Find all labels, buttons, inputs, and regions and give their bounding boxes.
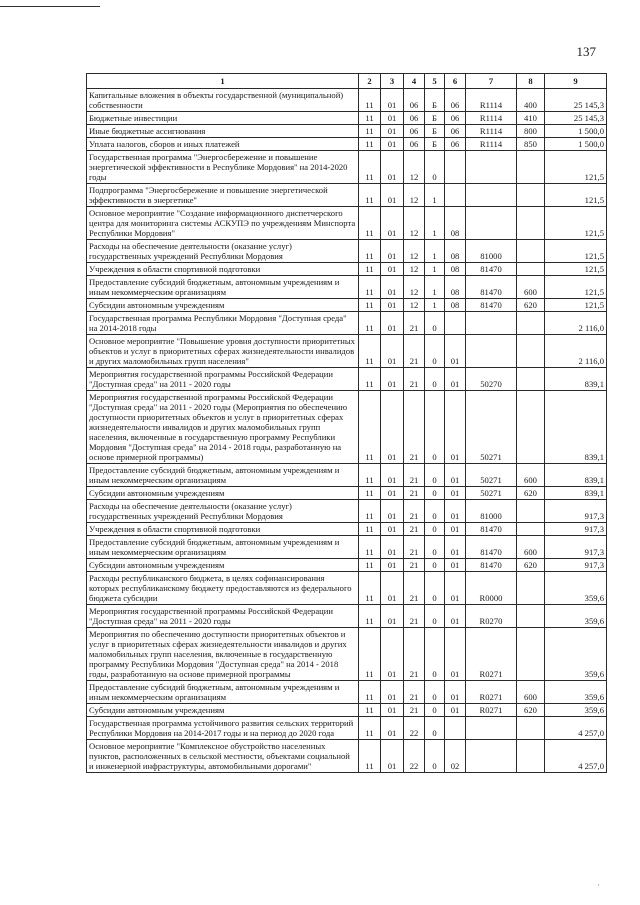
row-description: Мероприятия государственной программы Российской Федерации "Доступная среда" на 2011 - 2020 годы xyxy=(87,605,359,628)
code-col-8 xyxy=(517,368,545,391)
code-col-5: 0 xyxy=(425,151,445,184)
code-col-4: 21 xyxy=(404,500,425,523)
code-col-6: 08 xyxy=(445,299,466,312)
code-col-4: 21 xyxy=(404,368,425,391)
row-description: Подпрограмма "Энергосбережение и повышение энергетической эффективности в энергетике" xyxy=(87,184,359,207)
table-row xyxy=(87,628,607,681)
row-amount: 359,6 xyxy=(545,572,607,605)
code-col-6 xyxy=(445,184,466,207)
code-col-5: Б xyxy=(425,125,445,138)
table-row xyxy=(87,112,607,125)
code-col-7: 50271 xyxy=(466,464,517,487)
table-row xyxy=(87,368,607,391)
code-col-5: 1 xyxy=(425,184,445,207)
code-col-6: 01 xyxy=(445,681,466,704)
code-col-4: 21 xyxy=(404,523,425,536)
row-description: Основное мероприятие "Комплексное обустройство населенных пунктов, расположенных в сельской местности, объектами социальной и инженерной инфраструктуры, автомобильными дорогами" xyxy=(87,740,359,773)
code-col-7: 50271 xyxy=(466,391,517,464)
table-row xyxy=(87,207,607,240)
code-col-8 xyxy=(517,207,545,240)
code-col-5: 0 xyxy=(425,681,445,704)
table-row xyxy=(87,151,607,184)
table-row xyxy=(87,500,607,523)
column-header: 5 xyxy=(425,74,445,89)
code-col-8: 620 xyxy=(517,487,545,500)
row-description: Государственная программа устойчивого развития сельских территорий Республики Мордовия на 2014-2017 годы и на период до 2020 года xyxy=(87,717,359,740)
row-amount: 839,1 xyxy=(545,368,607,391)
row-amount: 121,5 xyxy=(545,184,607,207)
code-col-4: 21 xyxy=(404,536,425,559)
code-col-6: 01 xyxy=(445,628,466,681)
code-col-6: 08 xyxy=(445,263,466,276)
code-col-3: 01 xyxy=(381,704,404,717)
code-col-7 xyxy=(466,335,517,368)
row-description: Субсидии автономным учреждениям xyxy=(87,487,359,500)
code-col-2: 11 xyxy=(359,335,381,368)
code-col-2: 11 xyxy=(359,125,381,138)
column-header: 9 xyxy=(545,74,607,89)
code-col-3: 01 xyxy=(381,335,404,368)
code-col-8 xyxy=(517,391,545,464)
code-col-4: 12 xyxy=(404,240,425,263)
code-col-2: 11 xyxy=(359,368,381,391)
code-col-4: 21 xyxy=(404,391,425,464)
code-col-2: 11 xyxy=(359,559,381,572)
table-row xyxy=(87,559,607,572)
code-col-8 xyxy=(517,312,545,335)
code-col-7: 50271 xyxy=(466,487,517,500)
code-col-7 xyxy=(466,740,517,773)
code-col-5: 0 xyxy=(425,740,445,773)
row-description: Предоставление субсидий бюджетным, автономным учреждениям и иным некоммерческим организациям xyxy=(87,536,359,559)
column-header: 2 xyxy=(359,74,381,89)
row-amount: 359,6 xyxy=(545,605,607,628)
code-col-5: Б xyxy=(425,112,445,125)
code-col-7 xyxy=(466,312,517,335)
table-row xyxy=(87,184,607,207)
code-col-7: 81470 xyxy=(466,536,517,559)
code-col-2: 11 xyxy=(359,276,381,299)
code-col-2: 11 xyxy=(359,299,381,312)
code-col-7: 81000 xyxy=(466,240,517,263)
code-col-4: 12 xyxy=(404,263,425,276)
row-amount: 917,3 xyxy=(545,536,607,559)
code-col-5: Б xyxy=(425,89,445,112)
row-amount: 121,5 xyxy=(545,299,607,312)
column-header: 8 xyxy=(517,74,545,89)
code-col-2: 11 xyxy=(359,464,381,487)
page-number: 137 xyxy=(576,44,596,59)
table-row xyxy=(87,263,607,276)
code-col-4: 21 xyxy=(404,464,425,487)
code-col-4: 21 xyxy=(404,335,425,368)
table-row xyxy=(87,125,607,138)
code-col-6 xyxy=(445,717,466,740)
row-description: Предоставление субсидий бюджетным, автономным учреждениям и иным некоммерческим организациям xyxy=(87,681,359,704)
code-col-6: 08 xyxy=(445,240,466,263)
row-description: Основное мероприятие "Повышение уровня доступности приоритетных объектов и услуг в приоритетных сферах жизнедеятельности инвалидов и других маломобильных групп населения" xyxy=(87,335,359,368)
table-row xyxy=(87,391,607,464)
code-col-4: 06 xyxy=(404,112,425,125)
code-col-8: 410 xyxy=(517,112,545,125)
code-col-8 xyxy=(517,240,545,263)
code-col-8 xyxy=(517,500,545,523)
code-col-3: 01 xyxy=(381,207,404,240)
row-amount: 917,3 xyxy=(545,500,607,523)
row-amount: 121,5 xyxy=(545,276,607,299)
code-col-5: 1 xyxy=(425,276,445,299)
code-col-4: 12 xyxy=(404,184,425,207)
table-row xyxy=(87,299,607,312)
row-description: Учреждения в области спортивной подготовки xyxy=(87,523,359,536)
code-col-5: 0 xyxy=(425,605,445,628)
code-col-6: 08 xyxy=(445,207,466,240)
table-row xyxy=(87,312,607,335)
code-col-8: 600 xyxy=(517,681,545,704)
code-col-2: 11 xyxy=(359,704,381,717)
code-col-6: 01 xyxy=(445,487,466,500)
code-col-7 xyxy=(466,184,517,207)
code-col-4: 21 xyxy=(404,704,425,717)
budget-table xyxy=(86,73,607,773)
code-col-5: 0 xyxy=(425,487,445,500)
row-description: Капитальные вложения в объекты государственной (муниципальной) собственности xyxy=(87,89,359,112)
table-row xyxy=(87,138,607,151)
code-col-6: 06 xyxy=(445,138,466,151)
table-row xyxy=(87,240,607,263)
column-header: 3 xyxy=(381,74,404,89)
column-header: 6 xyxy=(445,74,466,89)
code-col-7: R1114 xyxy=(466,138,517,151)
code-col-8 xyxy=(517,717,545,740)
scan-dot: · xyxy=(597,881,600,890)
code-col-4: 22 xyxy=(404,717,425,740)
code-col-7: R0000 xyxy=(466,572,517,605)
code-col-7: R0271 xyxy=(466,628,517,681)
code-col-2: 11 xyxy=(359,151,381,184)
row-description: Предоставление субсидий бюджетным, автономным учреждениям и иным некоммерческим организациям xyxy=(87,276,359,299)
code-col-5: 0 xyxy=(425,391,445,464)
table-row xyxy=(87,704,607,717)
code-col-4: 21 xyxy=(404,487,425,500)
code-col-2: 11 xyxy=(359,112,381,125)
table-header-row xyxy=(87,74,607,89)
code-col-8: 850 xyxy=(517,138,545,151)
code-col-3: 01 xyxy=(381,605,404,628)
row-description: Иные бюджетные ассигнования xyxy=(87,125,359,138)
code-col-6: 01 xyxy=(445,605,466,628)
code-col-3: 01 xyxy=(381,391,404,464)
code-col-2: 11 xyxy=(359,536,381,559)
row-amount: 121,5 xyxy=(545,207,607,240)
code-col-7 xyxy=(466,717,517,740)
code-col-6: 01 xyxy=(445,391,466,464)
code-col-7: R1114 xyxy=(466,125,517,138)
row-amount: 121,5 xyxy=(545,151,607,184)
code-col-8: 600 xyxy=(517,276,545,299)
code-col-4: 21 xyxy=(404,559,425,572)
row-amount: 25 145,3 xyxy=(545,112,607,125)
code-col-3: 01 xyxy=(381,717,404,740)
code-col-7: 81470 xyxy=(466,263,517,276)
code-col-7: 81470 xyxy=(466,276,517,299)
code-col-6: 01 xyxy=(445,500,466,523)
code-col-8 xyxy=(517,572,545,605)
code-col-2: 11 xyxy=(359,240,381,263)
row-description: Мероприятия государственной программы Российской Федерации "Доступная среда" на 2011 - 2020 годы xyxy=(87,368,359,391)
code-col-6: 01 xyxy=(445,704,466,717)
row-description: Государственная программа "Энергосбережение и повышение энергетической эффективности в Республике Мордовия" на 2014-2020 годы xyxy=(87,151,359,184)
code-col-8: 600 xyxy=(517,536,545,559)
row-amount: 1 500,0 xyxy=(545,138,607,151)
code-col-6: 01 xyxy=(445,335,466,368)
code-col-5: 0 xyxy=(425,312,445,335)
code-col-5: 1 xyxy=(425,207,445,240)
code-col-4: 06 xyxy=(404,125,425,138)
code-col-6: 06 xyxy=(445,112,466,125)
row-amount: 2 116,0 xyxy=(545,335,607,368)
row-description: Субсидии автономным учреждениям xyxy=(87,559,359,572)
row-amount: 359,6 xyxy=(545,681,607,704)
code-col-4: 12 xyxy=(404,151,425,184)
table-row xyxy=(87,536,607,559)
code-col-4: 12 xyxy=(404,276,425,299)
table-row xyxy=(87,740,607,773)
code-col-7: R0271 xyxy=(466,681,517,704)
row-description: Основное мероприятие "Создание информационного диспетчерского центра для мониторинга системы АСКУПЭ по учреждениям Минспорта Республики Мордовия" xyxy=(87,207,359,240)
code-col-8 xyxy=(517,184,545,207)
table-row xyxy=(87,572,607,605)
code-col-3: 01 xyxy=(381,276,404,299)
code-col-4: 12 xyxy=(404,207,425,240)
code-col-3: 01 xyxy=(381,312,404,335)
code-col-3: 01 xyxy=(381,681,404,704)
row-description: Бюджетные инвестиции xyxy=(87,112,359,125)
code-col-3: 01 xyxy=(381,299,404,312)
code-col-6: 06 xyxy=(445,125,466,138)
code-col-8 xyxy=(517,740,545,773)
table-row xyxy=(87,681,607,704)
row-description: Расходы на обеспечение деятельности (оказание услуг) государственных учреждений Республики Мордовия xyxy=(87,240,359,263)
code-col-6 xyxy=(445,312,466,335)
table-row xyxy=(87,89,607,112)
table-row xyxy=(87,523,607,536)
table-row xyxy=(87,717,607,740)
code-col-3: 01 xyxy=(381,89,404,112)
row-description: Расходы республиканского бюджета, в целях софинансирования которых республиканскому бюджету предоставляются из федерального бюджета субсидии xyxy=(87,572,359,605)
code-col-4: 06 xyxy=(404,138,425,151)
code-col-5: 0 xyxy=(425,523,445,536)
code-col-6: 01 xyxy=(445,536,466,559)
code-col-6: 01 xyxy=(445,559,466,572)
code-col-7: 50270 xyxy=(466,368,517,391)
row-amount: 359,6 xyxy=(545,628,607,681)
code-col-7: 81470 xyxy=(466,299,517,312)
code-col-3: 01 xyxy=(381,240,404,263)
code-col-8 xyxy=(517,335,545,368)
code-col-3: 01 xyxy=(381,368,404,391)
code-col-5: 0 xyxy=(425,628,445,681)
code-col-2: 11 xyxy=(359,740,381,773)
code-col-3: 01 xyxy=(381,523,404,536)
row-description: Учреждения в области спортивной подготовки xyxy=(87,263,359,276)
row-amount: 839,1 xyxy=(545,487,607,500)
code-col-5: 0 xyxy=(425,335,445,368)
column-header: 7 xyxy=(466,74,517,89)
row-description: Субсидии автономным учреждениям xyxy=(87,704,359,717)
code-col-6: 01 xyxy=(445,523,466,536)
code-col-3: 01 xyxy=(381,184,404,207)
code-col-2: 11 xyxy=(359,487,381,500)
code-col-4: 21 xyxy=(404,605,425,628)
row-description: Государственная программа Республики Мордовия "Доступная среда" на 2014-2018 годы xyxy=(87,312,359,335)
code-col-2: 11 xyxy=(359,500,381,523)
code-col-8: 620 xyxy=(517,704,545,717)
code-col-4: 12 xyxy=(404,299,425,312)
row-amount: 359,6 xyxy=(545,704,607,717)
code-col-5: 0 xyxy=(425,717,445,740)
code-col-2: 11 xyxy=(359,89,381,112)
code-col-7: R0270 xyxy=(466,605,517,628)
code-col-8: 620 xyxy=(517,299,545,312)
code-col-2: 11 xyxy=(359,263,381,276)
code-col-2: 11 xyxy=(359,605,381,628)
code-col-2: 11 xyxy=(359,523,381,536)
code-col-2: 11 xyxy=(359,391,381,464)
row-description: Мероприятия по обеспечению доступности приоритетных объектов и услуг в приоритетных сферах жизнедеятельности инвалидов и других маломобильных групп населения, включенные в государственную программу Республики Мордовия "Доступная среда" на 2014 - 2018 годы, разработанную на основе примерной программы xyxy=(87,628,359,681)
table-row xyxy=(87,276,607,299)
code-col-4: 06 xyxy=(404,89,425,112)
code-col-8 xyxy=(517,151,545,184)
code-col-3: 01 xyxy=(381,536,404,559)
code-col-2: 11 xyxy=(359,138,381,151)
code-col-5: Б xyxy=(425,138,445,151)
code-col-3: 01 xyxy=(381,151,404,184)
code-col-6: 01 xyxy=(445,368,466,391)
code-col-3: 01 xyxy=(381,487,404,500)
code-col-6: 06 xyxy=(445,89,466,112)
row-amount: 121,5 xyxy=(545,263,607,276)
row-amount: 4 257,0 xyxy=(545,717,607,740)
row-amount: 917,3 xyxy=(545,523,607,536)
row-amount: 121,5 xyxy=(545,240,607,263)
code-col-6: 01 xyxy=(445,464,466,487)
code-col-6 xyxy=(445,151,466,184)
row-amount: 839,1 xyxy=(545,464,607,487)
row-amount: 1 500,0 xyxy=(545,125,607,138)
code-col-3: 01 xyxy=(381,559,404,572)
code-col-7: R1114 xyxy=(466,89,517,112)
code-col-6: 01 xyxy=(445,572,466,605)
code-col-3: 01 xyxy=(381,125,404,138)
code-col-7: R1114 xyxy=(466,112,517,125)
code-col-5: 0 xyxy=(425,704,445,717)
code-col-8 xyxy=(517,263,545,276)
row-description: Мероприятия государственной программы Российской Федерации "Доступная среда" на 2011 - 2020 годы (Мероприятия по обеспечению доступности приоритетных объектов и услуг в приоритетных сферах жизнедеятельности инвалидов и других маломобильных групп населения, включенные в государственную программу Республики Мордовия "Доступная среда" на 2014 - 2018 годы, разработанную на основе примерной программы) xyxy=(87,391,359,464)
code-col-3: 01 xyxy=(381,628,404,681)
code-col-6: 08 xyxy=(445,276,466,299)
table-row xyxy=(87,605,607,628)
code-col-5: 0 xyxy=(425,368,445,391)
column-header: 4 xyxy=(404,74,425,89)
row-amount: 917,3 xyxy=(545,559,607,572)
code-col-6: 02 xyxy=(445,740,466,773)
row-description: Расходы на обеспечение деятельности (оказание услуг) государственных учреждений Республики Мордовия xyxy=(87,500,359,523)
code-col-3: 01 xyxy=(381,740,404,773)
code-col-7: 81470 xyxy=(466,559,517,572)
code-col-8 xyxy=(517,523,545,536)
code-col-5: 0 xyxy=(425,464,445,487)
code-col-3: 01 xyxy=(381,138,404,151)
table-row xyxy=(87,464,607,487)
column-header: 1 xyxy=(87,74,359,89)
code-col-4: 21 xyxy=(404,628,425,681)
code-col-4: 21 xyxy=(404,572,425,605)
code-col-2: 11 xyxy=(359,572,381,605)
table-row xyxy=(87,335,607,368)
code-col-5: 1 xyxy=(425,263,445,276)
top-rule-line xyxy=(0,6,100,7)
code-col-3: 01 xyxy=(381,500,404,523)
code-col-7 xyxy=(466,151,517,184)
code-col-2: 11 xyxy=(359,312,381,335)
row-amount: 25 145,3 xyxy=(545,89,607,112)
code-col-5: 0 xyxy=(425,572,445,605)
code-col-2: 11 xyxy=(359,628,381,681)
code-col-5: 0 xyxy=(425,559,445,572)
code-col-5: 1 xyxy=(425,299,445,312)
code-col-4: 21 xyxy=(404,681,425,704)
code-col-8: 600 xyxy=(517,464,545,487)
code-col-8 xyxy=(517,605,545,628)
code-col-7: 81470 xyxy=(466,523,517,536)
code-col-2: 11 xyxy=(359,681,381,704)
code-col-8: 400 xyxy=(517,89,545,112)
code-col-7: 81000 xyxy=(466,500,517,523)
row-amount: 2 116,0 xyxy=(545,312,607,335)
row-amount: 839,1 xyxy=(545,391,607,464)
code-col-2: 11 xyxy=(359,184,381,207)
code-col-5: 0 xyxy=(425,500,445,523)
code-col-3: 01 xyxy=(381,263,404,276)
table-row xyxy=(87,487,607,500)
row-amount: 4 257,0 xyxy=(545,740,607,773)
row-description: Предоставление субсидий бюджетным, автономным учреждениям и иным некоммерческим организациям xyxy=(87,464,359,487)
code-col-5: 1 xyxy=(425,240,445,263)
code-col-4: 22 xyxy=(404,740,425,773)
code-col-7 xyxy=(466,207,517,240)
code-col-3: 01 xyxy=(381,572,404,605)
code-col-5: 0 xyxy=(425,536,445,559)
row-description: Субсидии автономным учреждениям xyxy=(87,299,359,312)
code-col-4: 21 xyxy=(404,312,425,335)
table-body xyxy=(87,89,607,773)
code-col-8: 620 xyxy=(517,559,545,572)
code-col-2: 11 xyxy=(359,717,381,740)
code-col-8: 800 xyxy=(517,125,545,138)
code-col-7: R0271 xyxy=(466,704,517,717)
code-col-3: 01 xyxy=(381,112,404,125)
code-col-2: 11 xyxy=(359,207,381,240)
row-description: Уплата налогов, сборов и иных платежей xyxy=(87,138,359,151)
code-col-8 xyxy=(517,628,545,681)
code-col-3: 01 xyxy=(381,464,404,487)
